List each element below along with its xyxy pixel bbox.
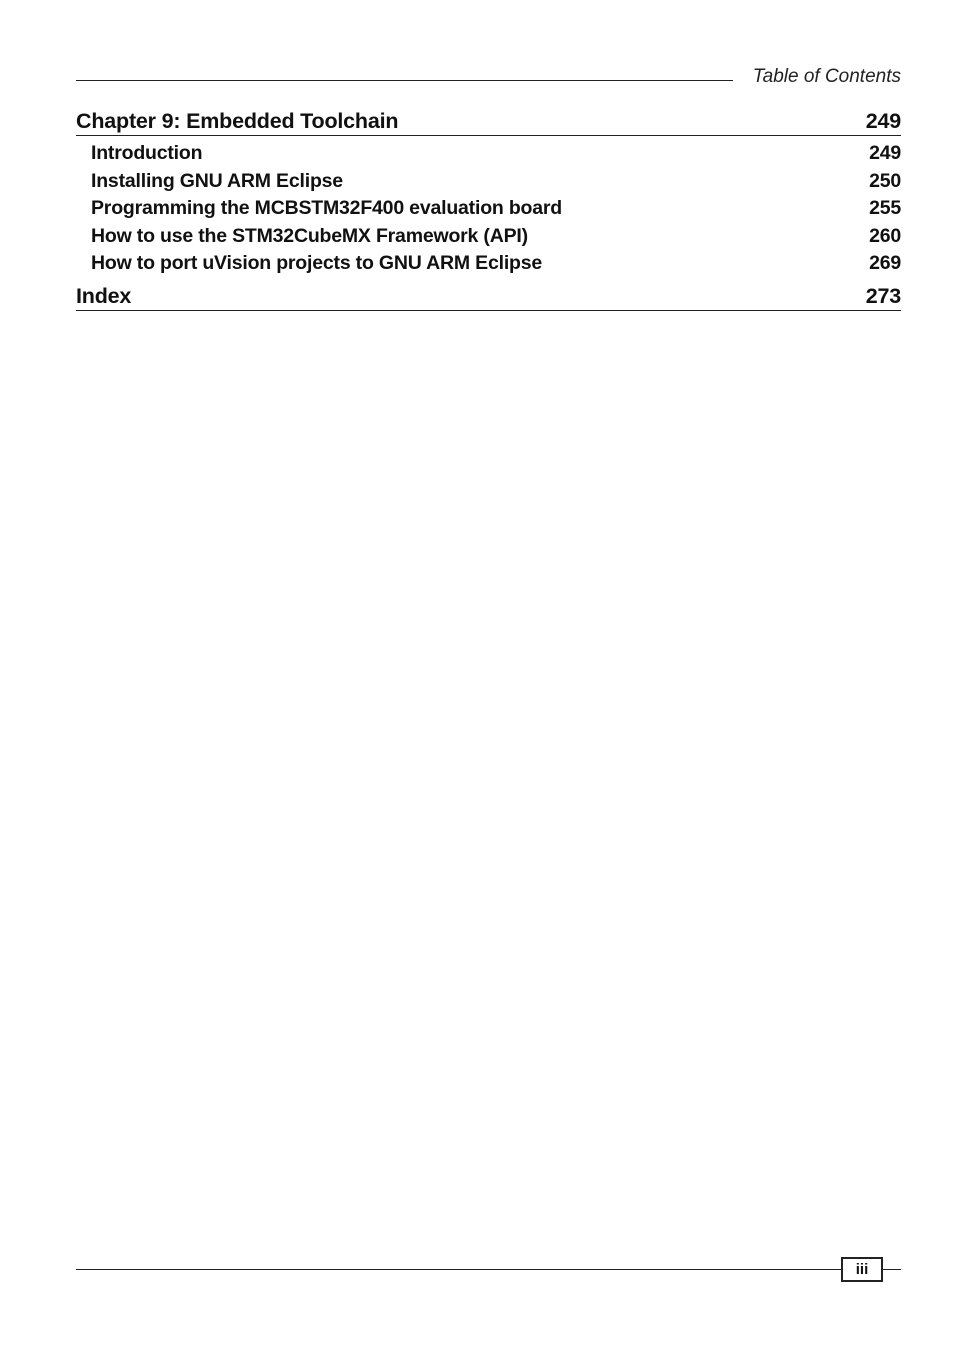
section-title: How to use the STM32CubeMX Framework (API) xyxy=(91,224,528,247)
header-rule xyxy=(76,80,733,81)
section-title: Introduction xyxy=(91,142,203,164)
toc-chapter-entry[interactable] xyxy=(76,108,901,136)
index-title: Index xyxy=(76,283,132,308)
footer-page-number: iii xyxy=(841,1257,883,1282)
toc-index-entry[interactable] xyxy=(76,284,901,311)
page-footer xyxy=(76,1257,901,1283)
toc-section-entry[interactable] xyxy=(76,194,901,222)
footer-rule-right xyxy=(881,1269,901,1270)
toc-section-entry[interactable] xyxy=(76,139,901,167)
table-of-contents xyxy=(76,108,901,311)
toc-section-entry[interactable] xyxy=(76,222,901,250)
section-page-number: 250 xyxy=(869,169,901,192)
running-title: Table of Contents xyxy=(752,66,901,87)
chapter-title: Chapter 9: Embedded Toolchain xyxy=(76,109,399,133)
section-title: How to port uVision projects to GNU ARM Eclipse xyxy=(91,252,543,274)
toc-section-entry[interactable] xyxy=(76,167,901,195)
section-list xyxy=(76,139,901,277)
section-title: Installing GNU ARM Eclipse xyxy=(91,169,343,192)
running-header xyxy=(76,66,901,90)
section-page-number: 269 xyxy=(869,252,901,274)
index-page-number: 273 xyxy=(865,283,901,308)
section-page-number: 255 xyxy=(869,197,901,219)
section-page-number: 260 xyxy=(869,224,901,247)
section-page-number: 249 xyxy=(869,142,901,164)
footer-rule-left xyxy=(76,1269,841,1270)
section-title: Programming the MCBSTM32F400 evaluation board xyxy=(91,197,563,219)
chapter-page-number: 249 xyxy=(865,109,901,133)
toc-section-entry[interactable] xyxy=(76,249,901,277)
